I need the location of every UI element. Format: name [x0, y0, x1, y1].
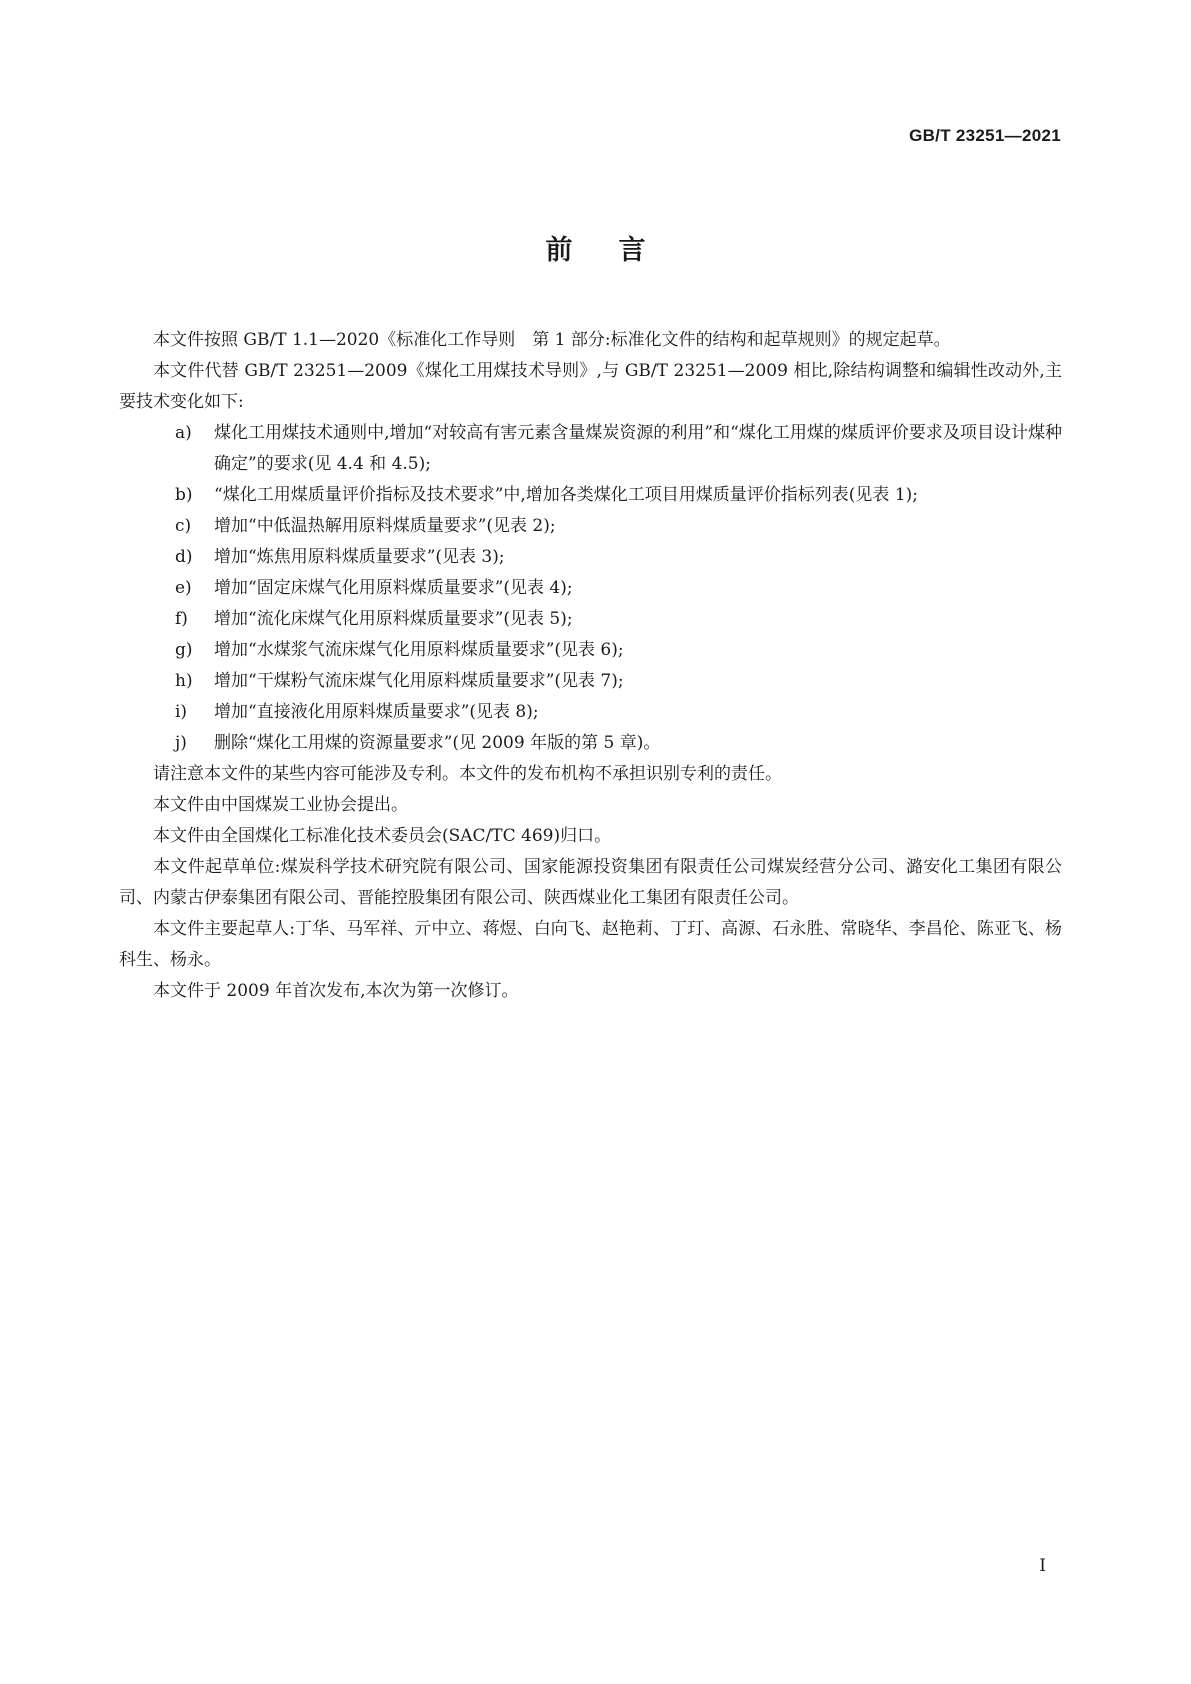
list-item-label: e) — [175, 578, 192, 598]
document-body — [119, 325, 1062, 1007]
document-code: GB/T 23251—2021 — [909, 126, 1061, 145]
list-item — [119, 728, 1062, 759]
list-item — [119, 511, 1062, 542]
publication-history-paragraph: 本文件于 2009 年首次发布,本次为第一次修订。 — [153, 981, 519, 1001]
list-item-text: 增加“炼焦用原料煤质量要求”(见表 3); — [214, 547, 505, 567]
list-item-label: a) — [175, 423, 192, 443]
drafters-paragraph: 本文件主要起草人:丁华、马军祥、亓中立、蒋煜、白向飞、赵艳莉、丁玎、高源、石永胜、常晓华、李昌伦、陈亚飞、杨科生、杨永。 — [119, 919, 1062, 970]
list-item — [119, 666, 1062, 697]
list-item-text: 增加“流化床煤气化用原料煤质量要求”(见表 5); — [214, 609, 573, 629]
patent-notice-paragraph: 请注意本文件的某些内容可能涉及专利。本文件的发布机构不承担识别专利的责任。 — [153, 764, 782, 784]
list-item-label: b) — [175, 485, 193, 505]
list-item — [119, 573, 1062, 604]
intro-paragraph-replacement: 本文件代替 GB/T 23251—2009《煤化工用煤技术导则》,与 GB/T 23251—2009 相比,除结构调整和编辑性改动外,主要技术变化如下: — [119, 361, 1062, 412]
list-item — [119, 418, 1062, 480]
list-item-label: h) — [175, 671, 193, 691]
list-item-text: 煤化工用煤技术通则中,增加“对较高有害元素含量煤炭资源的利用”和“煤化工用煤的煤质评价要求及项目设计煤种确定”的要求(见 4.4 和 4.5); — [214, 423, 1062, 474]
list-item-label: j) — [175, 733, 187, 753]
list-item-label: c) — [175, 516, 192, 536]
list-item-text: 增加“固定床煤气化用原料煤质量要求”(见表 4); — [214, 578, 573, 598]
list-item-label: d) — [175, 547, 193, 567]
list-item — [119, 697, 1062, 728]
list-item-text: “煤化工用煤质量评价指标及技术要求”中,增加各类煤化工项目用煤质量评价指标列表(见表 1); — [214, 485, 918, 505]
list-item-text: 增加“直接液化用原料煤质量要求”(见表 8); — [214, 702, 539, 722]
drafting-units-paragraph: 本文件起草单位:煤炭科学技术研究院有限公司、国家能源投资集团有限责任公司煤炭经营分公司、潞安化工集团有限公司、内蒙古伊泰集团有限公司、晋能控股集团有限公司、陕西煤业化工集团有限责任公司。 — [119, 857, 1062, 908]
technical-changes-list — [119, 418, 1062, 759]
list-item-label: i) — [175, 702, 188, 722]
list-item-text: 增加“干煤粉气流床煤气化用原料煤质量要求”(见表 7); — [214, 671, 624, 691]
list-item — [119, 604, 1062, 635]
list-item-text: 增加“中低温热解用原料煤质量要求”(见表 2); — [214, 516, 556, 536]
list-item-label: f) — [175, 609, 188, 629]
page-number: I — [1039, 1556, 1046, 1576]
list-item — [119, 542, 1062, 573]
proposer-paragraph: 本文件由中国煤炭工业协会提出。 — [153, 795, 408, 815]
intro-paragraph-drafting-rules: 本文件按照 GB/T 1.1—2020《标准化工作导则 第 1 部分:标准化文件的结构和起草规则》的规定起草。 — [153, 330, 951, 350]
list-item — [119, 635, 1062, 666]
committee-paragraph: 本文件由全国煤化工标准化技术委员会(SAC/TC 469)归口。 — [153, 826, 612, 846]
list-item-text: 增加“水煤浆气流床煤气化用原料煤质量要求”(见表 6); — [214, 640, 624, 660]
list-item — [119, 480, 1062, 511]
list-item-label: g) — [175, 640, 193, 660]
page-title: 前言 — [545, 235, 692, 266]
list-item-text: 删除“煤化工用煤的资源量要求”(见 2009 年版的第 5 章)。 — [214, 733, 661, 753]
